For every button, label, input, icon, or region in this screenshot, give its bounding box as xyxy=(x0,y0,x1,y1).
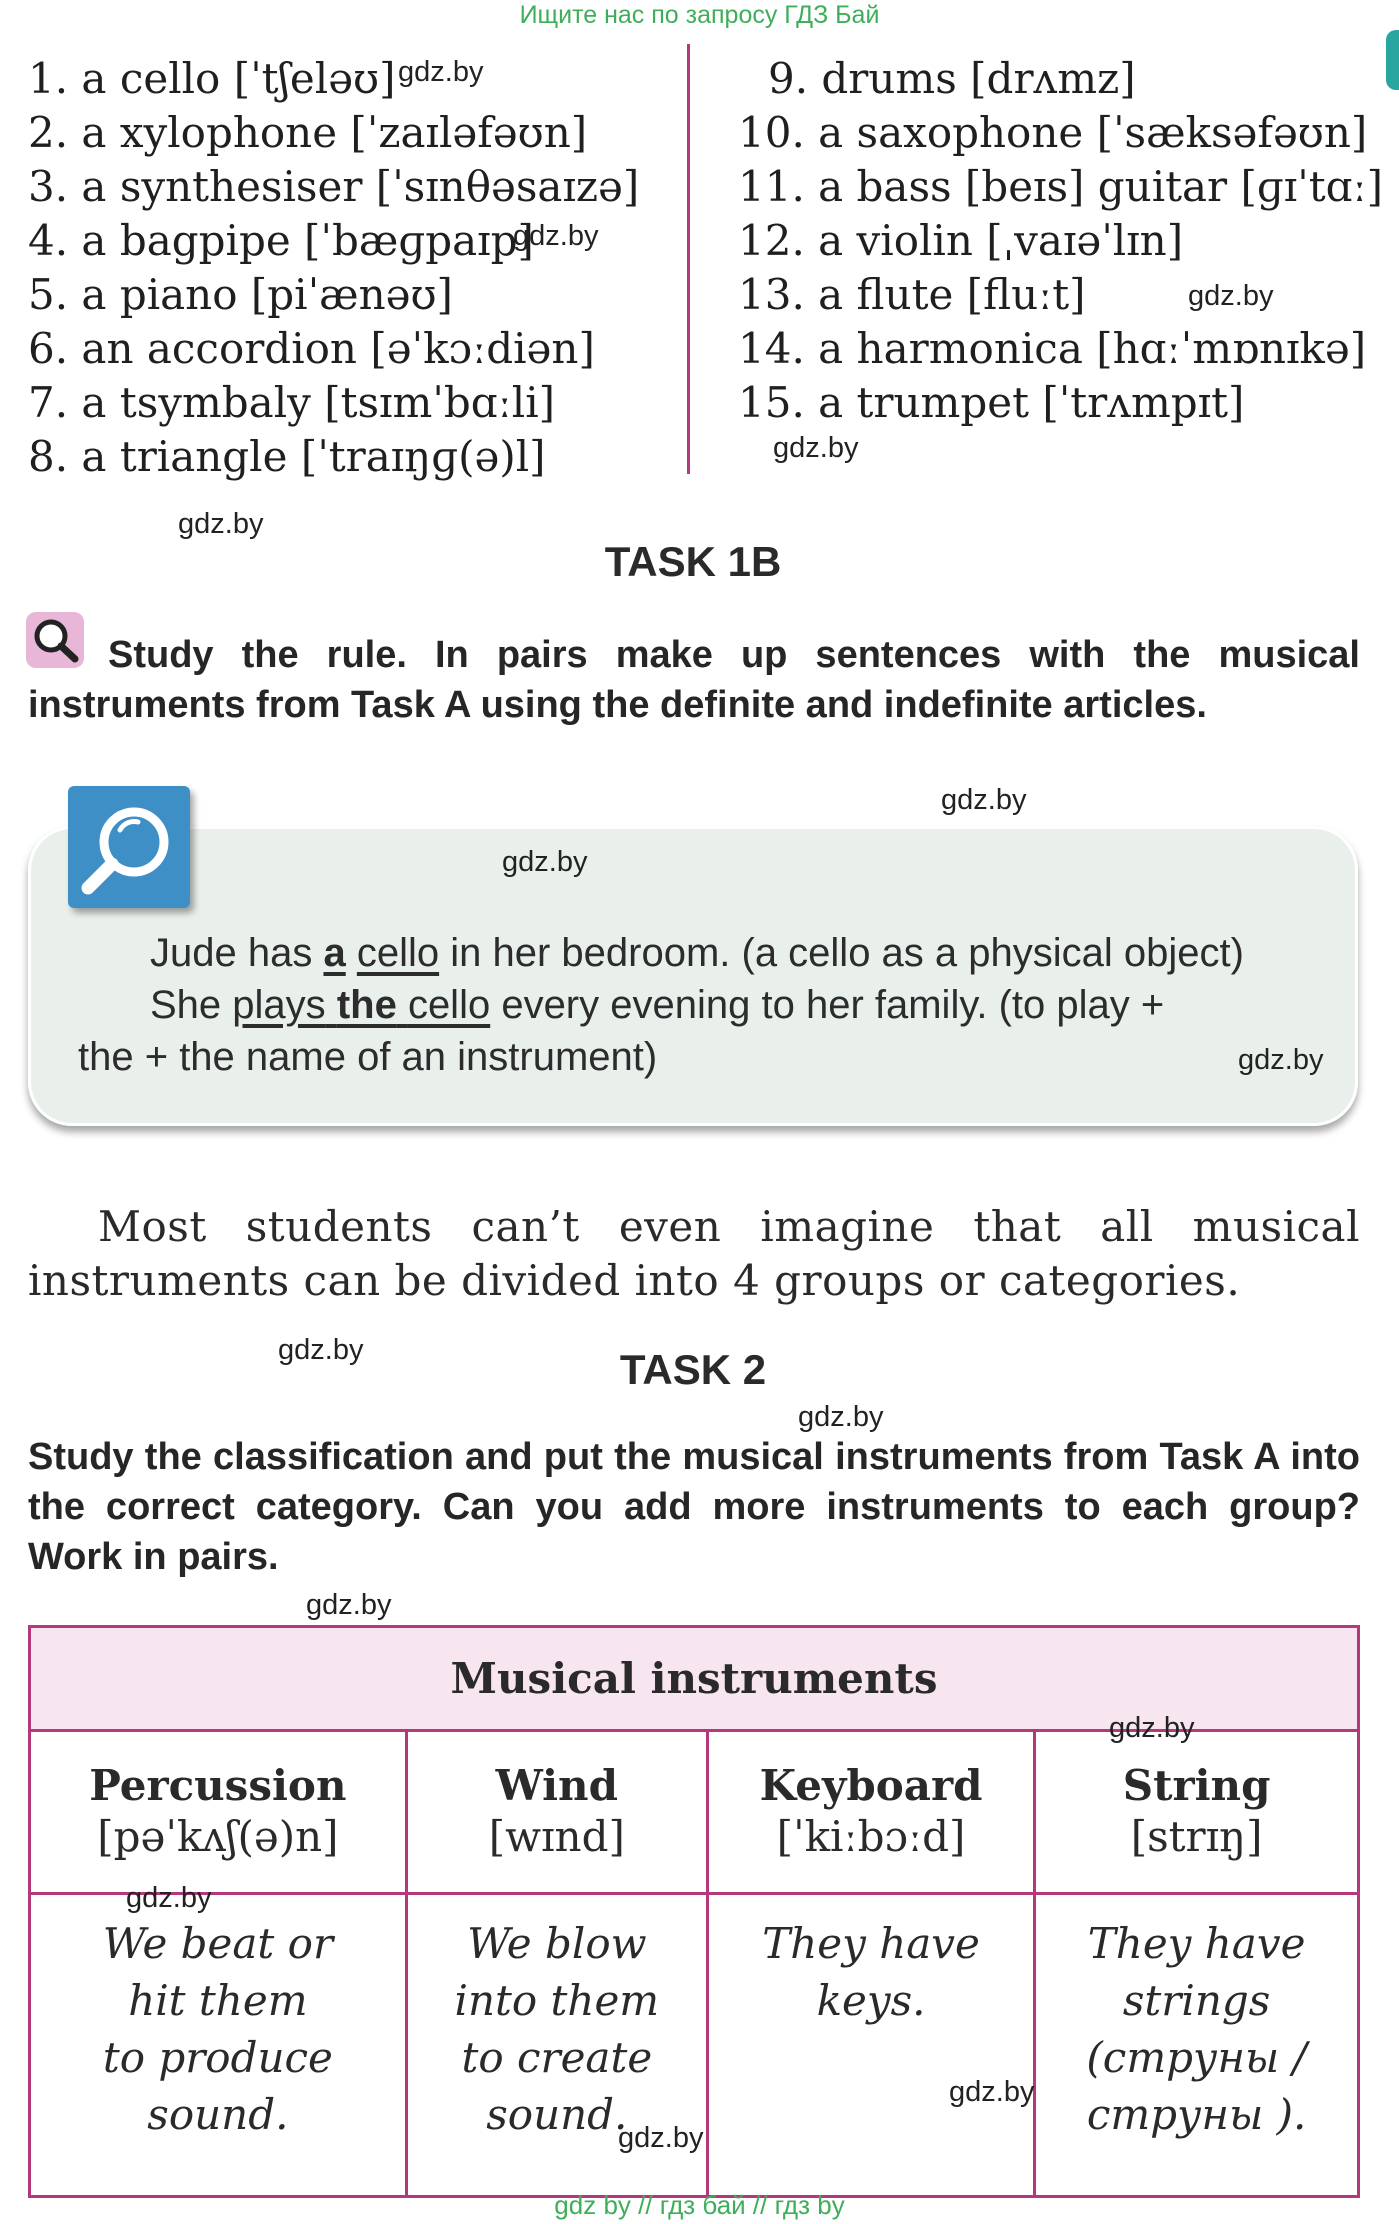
corner-tab xyxy=(1386,30,1399,90)
watermark: gdz.by xyxy=(306,1589,392,1621)
description-line: keys. xyxy=(816,1976,926,2025)
description-keyboard xyxy=(707,1894,1034,2197)
description-line: sound. xyxy=(486,2090,628,2139)
task-2-instruction: Study the classification and put the musical instruments from Task A into the correct category. Can you add more instruments to each group? Work in pairs. xyxy=(28,1436,1360,1578)
magnifier-icon xyxy=(68,786,190,908)
watermark: gdz.by xyxy=(1238,1044,1324,1076)
category-string xyxy=(1035,1731,1359,1894)
watermark: gdz.by xyxy=(398,56,484,88)
description-line: strings xyxy=(1122,1976,1271,2025)
watermark: gdz.by xyxy=(949,2076,1035,2108)
description-line: into them xyxy=(454,1976,660,2025)
description-line: to produce xyxy=(102,2033,333,2082)
description-line: to create xyxy=(461,2033,653,2082)
vocab-item: 15. a trumpet [ˈtrʌmpɪt] xyxy=(738,378,1245,427)
watermark: gdz.by xyxy=(773,432,859,464)
vocabulary-left-column xyxy=(28,52,639,484)
rule-text: Jude has xyxy=(150,931,324,975)
intro-paragraph: Most students can’t even imagine that all musical instruments can be divided into 4 groups or categories. xyxy=(28,1202,1360,1305)
watermark: gdz.by xyxy=(618,2122,704,2154)
vocab-item: 12. a violin [ˌvaɪəˈlɪn] xyxy=(738,216,1184,265)
description-line: струны ). xyxy=(1086,2090,1307,2139)
vocab-item: 7. a tsymbaly [tsɪmˈbɑːli] xyxy=(28,378,556,427)
description-string xyxy=(1035,1894,1359,2197)
instruments-table xyxy=(28,1625,1360,2198)
vocab-item: 13. a flute [fluːt] xyxy=(738,270,1086,319)
watermark: gdz.by xyxy=(278,1334,364,1366)
description-line: They have xyxy=(1087,1919,1306,1968)
rule-underlined-article: the xyxy=(336,983,397,1027)
rule-text: She xyxy=(150,983,233,1027)
description-line: sound. xyxy=(147,2090,289,2139)
watermark: gdz.by xyxy=(513,220,599,252)
footer-links: gdz by // гдз бай // гдз by xyxy=(554,2190,845,2220)
search-hint: Ищите нас по запросу ГДЗ Бай xyxy=(519,1,880,29)
vocab-item: 14. a harmonica [hɑːˈmɒnɪkə] xyxy=(738,324,1367,373)
rule-underlined-noun: cello xyxy=(407,983,491,1027)
watermark: gdz.by xyxy=(502,846,588,878)
rule-sentence-3: the + the name of an instrument) xyxy=(78,1035,658,1079)
category-pronunciation: [strɪŋ] xyxy=(1130,1812,1263,1861)
task-1b-instruction: Study the rule. In pairs make up sentences with the musical instruments from Task A using the definite and indefinite articles. xyxy=(28,634,1360,726)
rule-text: in her bedroom. (a cello as a physical object) xyxy=(439,931,1244,975)
vocab-item: 9. drums [drʌmz] xyxy=(768,54,1136,103)
column-divider xyxy=(687,44,690,474)
watermark: gdz.by xyxy=(178,508,264,540)
rule-text: every evening to her family. (to play + xyxy=(490,983,1165,1027)
rule-underlined-verb: plays xyxy=(232,983,326,1027)
category-pronunciation: [pəˈkʌʃ(ə)n] xyxy=(97,1812,339,1861)
rule-underlined-noun: cello xyxy=(356,931,440,975)
description-line: hit them xyxy=(128,1976,308,2025)
task-1b-title: TASK 1B xyxy=(604,538,782,585)
category-name: Percussion xyxy=(89,1761,347,1810)
category-wind xyxy=(406,1731,707,1894)
rule-sentence-2 xyxy=(150,979,1164,1031)
watermark: gdz.by xyxy=(1188,280,1274,312)
vocab-item: 10. a saxophone [ˈsæksəfəʊn] xyxy=(738,108,1368,157)
vocab-item: 8. a triangle [ˈtraɪŋɡ(ə)l] xyxy=(28,432,546,481)
category-name: String xyxy=(1122,1761,1271,1810)
rule-text xyxy=(346,931,357,975)
rule-sentence-1 xyxy=(150,927,1244,979)
task-2-title: TASK 2 xyxy=(619,1346,767,1393)
category-name: Keyboard xyxy=(759,1761,983,1810)
table-title: Musical instruments xyxy=(30,1627,1359,1731)
category-percussion xyxy=(30,1731,407,1894)
vocab-item: 3. a synthesiser [ˈsɪnθəsaɪzə] xyxy=(28,162,640,211)
watermark: gdz.by xyxy=(941,784,1027,816)
vocabulary-right-column xyxy=(738,52,1383,430)
vocab-item: 2. a xylophone [ˈzaɪləfəʊn] xyxy=(28,108,588,157)
vocab-item: 5. a piano [piˈænəʊ] xyxy=(28,270,453,319)
rule-text xyxy=(397,983,408,1027)
description-percussion xyxy=(30,1894,407,2197)
vocab-item: 11. a bass [beɪs] guitar [ɡɪˈtɑː] xyxy=(738,162,1384,211)
watermark: gdz.by xyxy=(798,1401,884,1433)
watermark: gdz.by xyxy=(126,1882,212,1914)
category-keyboard xyxy=(707,1731,1034,1894)
description-line: We blow xyxy=(467,1919,647,1968)
watermark: gdz.by xyxy=(1109,1712,1195,1744)
rule-text xyxy=(326,983,337,1027)
description-line: (струны / xyxy=(1086,2033,1307,2082)
description-line: We beat or xyxy=(102,1919,334,1968)
vocab-item: 6. an accordion [əˈkɔːdiən] xyxy=(28,324,595,373)
vocab-item: 4. a bagpipe [ˈbæɡpaɪp] xyxy=(28,216,534,265)
category-pronunciation: [wɪnd] xyxy=(488,1812,625,1861)
category-name: Wind xyxy=(495,1761,618,1810)
description-line: They have xyxy=(762,1919,980,1968)
vocab-item: 1. a cello [ˈtʃeləʊ] xyxy=(28,54,396,103)
rule-underlined-article: a xyxy=(323,931,346,975)
category-pronunciation: [ˈkiːbɔːd] xyxy=(776,1812,966,1861)
